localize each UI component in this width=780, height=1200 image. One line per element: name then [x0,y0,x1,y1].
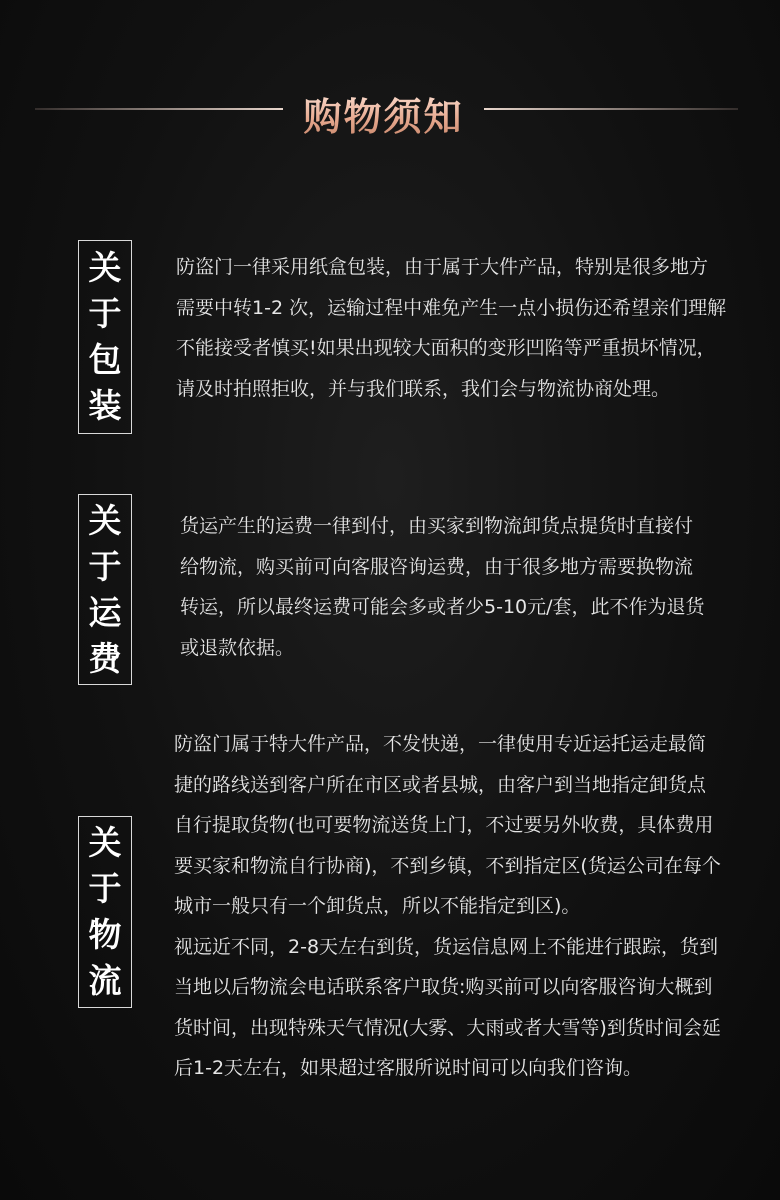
text-line: 防盗门一律采用纸盒包装，由于属于大件产品，特别是很多地方 [176,256,709,278]
text-line: 货运产生的运费一律到付，由买家到物流卸货点提货时直接付 [180,515,694,537]
section-text-shipping-fee [180,506,705,668]
text-line: 或退款依据。 [180,636,295,659]
label-char: 物 [88,915,122,954]
label-char: 关 [88,248,122,287]
text-line: 请及时拍照拒收，并与我们联系，我们会与物流协商处理。 [176,377,671,400]
text-line: 防盗门属于特大件产品，不发快递，一律使用专近运托运走最简 [174,733,707,755]
section-text-packaging [176,247,726,409]
section-label-logistics [78,816,132,1008]
text-line: 货时间，出现特殊天气情况(大雾、大雨或者大雪等)到货时间会延 [174,1016,721,1039]
page-title: 购物须知 [283,86,484,141]
label-char: 包 [88,340,122,379]
text-line: 视远近不同，2-8天左右到货，货运信息网上不能进行跟踪，货到 [174,935,719,958]
text-line: 自行提取货物(也可要物流送货上门，不过要另外收费，具体费用 [174,814,714,836]
text-line: 城市一般只有一个卸货点，所以不能指定到区)。 [174,895,581,917]
text-line: 要买家和物流自行协商)，不到乡镇，不到指定区(货运公司在每个 [174,854,721,877]
label-char: 关 [88,823,122,862]
text-line: 捷的路线送到客户所在市区或者县城，由客户到当地指定卸货点 [174,773,707,796]
page-header [0,80,780,140]
text-line: 给物流，购买前可向客服咨询运费，由于很多地方需要换物流 [180,555,694,578]
text-line: 后1-2天左右，如果超过客服所说时间可以向我们咨询。 [174,1057,643,1079]
label-char: 于 [88,546,122,586]
section-label-packaging [78,240,132,434]
text-line: 不能接受者慎买!如果出现较大面积的变形凹陷等严重损坏情况， [176,337,716,359]
header-divider-right [484,108,738,110]
label-char: 装 [88,386,122,425]
text-line: 需要中转1-2 次，运输过程中难免产生一点小损伤还希望亲们理解 [176,296,727,319]
label-char: 于 [88,869,122,908]
label-char: 于 [88,294,122,333]
label-char: 费 [88,638,122,678]
label-char: 运 [88,592,122,632]
text-line: 转运，所以最终运费可能会多或者少5-10元/套，此不作为退货 [180,596,705,618]
header-divider-left [35,108,283,110]
section-label-shipping-fee [78,494,132,685]
label-char: 关 [88,500,122,540]
label-char: 流 [88,961,122,1000]
section-text-logistics [174,724,721,1089]
text-line: 当地以后物流会电话联系客户取货:购买前可以向客服咨询大概到 [174,976,713,998]
